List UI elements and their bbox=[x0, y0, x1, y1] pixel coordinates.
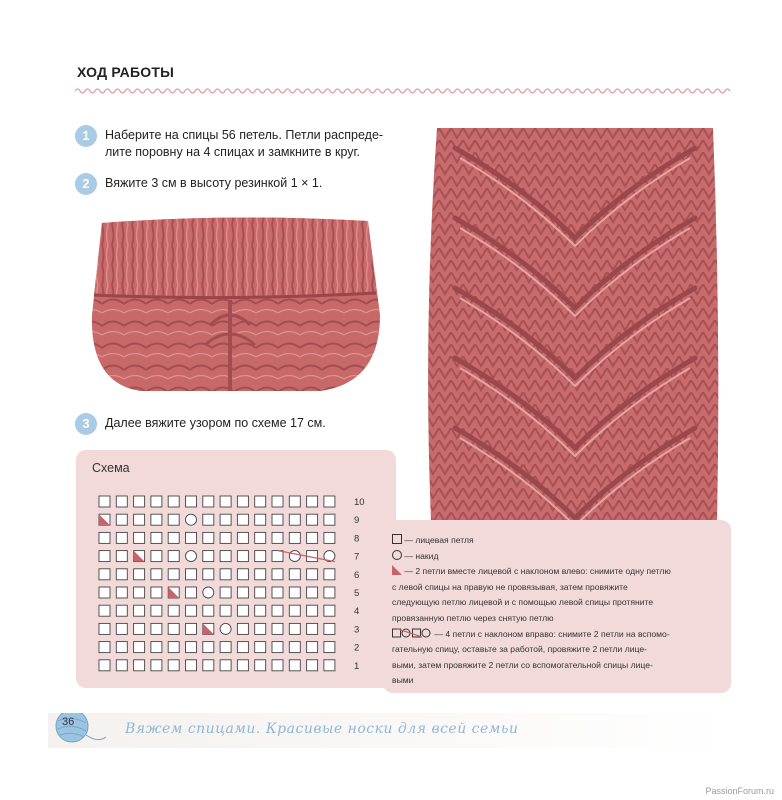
chart-knit-cell bbox=[324, 532, 335, 543]
chart-knit-cell bbox=[168, 551, 179, 562]
chart-knit-cell bbox=[255, 514, 266, 525]
chart-knit-cell bbox=[151, 569, 162, 580]
chart-knit-cell bbox=[237, 569, 248, 580]
chart-knit-cell bbox=[99, 660, 110, 671]
chart-knit-cell bbox=[116, 605, 127, 616]
chart-knit-cell bbox=[99, 496, 110, 507]
chart-knit-cell bbox=[289, 605, 300, 616]
step-number-3: 3 bbox=[75, 413, 97, 435]
chart-row-number: 2 bbox=[354, 642, 360, 654]
chart-knit-cell bbox=[186, 569, 197, 580]
chart-knit-cell bbox=[237, 551, 248, 562]
chart-knit-cell bbox=[255, 642, 266, 653]
chart-knit-cell bbox=[307, 605, 318, 616]
chart-knit-cell bbox=[186, 605, 197, 616]
chart-knit-cell bbox=[186, 660, 197, 671]
chart-knit-cell bbox=[324, 569, 335, 580]
chart-knit-cell bbox=[255, 496, 266, 507]
chart-knit-cell bbox=[168, 532, 179, 543]
legend bbox=[392, 533, 726, 689]
chart-knit-cell bbox=[99, 605, 110, 616]
chart-knit-cell bbox=[324, 642, 335, 653]
chart-knit-cell bbox=[237, 605, 248, 616]
chart-knit-cell bbox=[307, 660, 318, 671]
legend-yarnover: — накид bbox=[392, 549, 726, 565]
chart-knit-cell bbox=[237, 496, 248, 507]
section-heading: ХОД РАБОТЫ bbox=[77, 64, 174, 80]
chart-knit-cell bbox=[272, 605, 283, 616]
legend-cable-line-4: выми bbox=[392, 675, 414, 686]
chart-knit-cell bbox=[116, 496, 127, 507]
chart-knit-cell bbox=[237, 642, 248, 653]
chart-knit-cell bbox=[186, 587, 197, 598]
step-number-2: 2 bbox=[75, 173, 97, 195]
chart-knit-cell bbox=[186, 642, 197, 653]
chart-knit-cell bbox=[289, 587, 300, 598]
chart-cable-cell bbox=[289, 551, 300, 562]
chart-knit-cell bbox=[237, 660, 248, 671]
chart-knit-cell bbox=[255, 569, 266, 580]
chart-knit-cell bbox=[134, 642, 145, 653]
chart-knit-cell bbox=[237, 514, 248, 525]
chart-knit-cell bbox=[151, 551, 162, 562]
chart-knit-cell bbox=[220, 514, 231, 525]
legend-decrease: — 2 петли вместе лицевой с наклоном влево: снимите одну петлю bbox=[392, 564, 726, 580]
chart-knit-cell bbox=[307, 642, 318, 653]
chart-knit-cell bbox=[134, 605, 145, 616]
page-number: 36 bbox=[62, 716, 75, 728]
chart-knit-cell bbox=[272, 496, 283, 507]
schema-title: Схема bbox=[92, 461, 130, 475]
chart-knit-cell bbox=[116, 587, 127, 598]
photo-pattern-closeup bbox=[415, 128, 730, 520]
chart-knit-cell bbox=[307, 569, 318, 580]
chart-row-number: 1 bbox=[354, 660, 360, 672]
chart-knit-cell bbox=[272, 660, 283, 671]
chart-knit-cell bbox=[272, 587, 283, 598]
chart-knit-cell bbox=[324, 605, 335, 616]
chart-knit-cell bbox=[186, 623, 197, 634]
chart-row-number: 7 bbox=[354, 551, 360, 563]
chart-knit-cell bbox=[272, 532, 283, 543]
legend-cable-line-3: выми, затем провяжите 2 петли со вспомогательной спицы лице- bbox=[392, 659, 653, 670]
chart-knit-cell bbox=[151, 642, 162, 653]
legend-decrease-line-4: провязанную петлю через снятую петлю bbox=[392, 612, 554, 623]
chart-knit-cell bbox=[289, 496, 300, 507]
chart-knit-cell bbox=[255, 587, 266, 598]
chart-knit-cell bbox=[116, 532, 127, 543]
chart-knit-cell bbox=[272, 623, 283, 634]
chart-knit-cell bbox=[272, 642, 283, 653]
chart-yarnover-cell bbox=[203, 587, 214, 598]
chart-knit-cell bbox=[134, 587, 145, 598]
chart-knit-cell bbox=[99, 623, 110, 634]
chart-knit-cell bbox=[203, 496, 214, 507]
chart-knit-cell bbox=[116, 660, 127, 671]
legend-cable: — 4 петли с наклоном вправо: снимите 2 петли на вспомо- bbox=[392, 627, 726, 643]
step-number-1: 1 bbox=[75, 125, 97, 147]
step-1-line-2: лите поровну на 4 спицах и замкните в круг. bbox=[105, 145, 361, 159]
chart-knit-cell bbox=[168, 642, 179, 653]
chart-knit-cell bbox=[186, 496, 197, 507]
chart-knit-cell bbox=[324, 660, 335, 671]
chart-knit-cell bbox=[168, 660, 179, 671]
chart-knit-cell bbox=[289, 660, 300, 671]
step-1 bbox=[75, 125, 395, 165]
step-1-line-1: Наберите на спицы 56 петель. Петли распреде- bbox=[105, 128, 384, 142]
legend-cable-line-2: гательную спицу, оставьте за работой, провяжите 2 петли лице- bbox=[392, 644, 648, 655]
chart-knit-cell bbox=[220, 605, 231, 616]
chart-knit-cell bbox=[237, 623, 248, 634]
chart-knit-cell bbox=[255, 532, 266, 543]
chart-knit-cell bbox=[168, 496, 179, 507]
chart-knit-cell bbox=[168, 605, 179, 616]
chart-knit-cell bbox=[324, 587, 335, 598]
chart-knit-cell bbox=[255, 623, 266, 634]
chart-knit-cell bbox=[134, 532, 145, 543]
decorative-wavy-divider bbox=[75, 86, 731, 96]
chart-row-number: 10 bbox=[354, 497, 365, 508]
chart-row-number: 4 bbox=[354, 606, 360, 618]
chart-knit-cell bbox=[203, 660, 214, 671]
chart-knit-cell bbox=[324, 623, 335, 634]
chart-knit-cell bbox=[168, 514, 179, 525]
chart-knit-cell bbox=[255, 605, 266, 616]
chart-knit-cell bbox=[289, 623, 300, 634]
chart-knit-cell bbox=[289, 569, 300, 580]
cable-right-icon bbox=[392, 628, 432, 638]
chart-yarnover-cell bbox=[186, 551, 197, 562]
chart-row-number: 8 bbox=[354, 533, 360, 545]
chart-knit-cell bbox=[237, 587, 248, 598]
chart-row-number: 3 bbox=[354, 624, 360, 636]
chart-knit-cell bbox=[134, 496, 145, 507]
chart-knit-cell bbox=[203, 569, 214, 580]
chart-knit-cell bbox=[116, 551, 127, 562]
chart-knit-cell bbox=[220, 532, 231, 543]
chart-knit-cell bbox=[220, 587, 231, 598]
chart-knit-cell bbox=[151, 532, 162, 543]
legend-knit: — лицевая петля bbox=[392, 533, 726, 549]
legend-decrease-line-3: следующую петлю лицевой и с помощью левой спицы протяните bbox=[392, 597, 654, 608]
chart-cable-cell bbox=[272, 551, 283, 562]
chart-knit-cell bbox=[168, 623, 179, 634]
chart-knit-cell bbox=[324, 514, 335, 525]
chart-knit-cell bbox=[203, 551, 214, 562]
chart-knit-cell bbox=[134, 569, 145, 580]
decrease-left-icon bbox=[392, 565, 402, 575]
chart-knit-cell bbox=[203, 605, 214, 616]
chart-row-number: 5 bbox=[354, 588, 360, 599]
chart-yarnover-cell bbox=[186, 514, 197, 525]
chart-knit-cell bbox=[168, 569, 179, 580]
chart-knit-cell bbox=[151, 587, 162, 598]
chart-knit-cell bbox=[237, 532, 248, 543]
legend-decrease-line-2: с левой спицы на правую не провязывая, затем провяжите bbox=[392, 581, 628, 592]
watermark: PassionForum.ru bbox=[705, 786, 774, 796]
chart-yarnover-cell bbox=[220, 623, 231, 634]
chart-knit-cell bbox=[186, 532, 197, 543]
chart-knit-cell bbox=[220, 496, 231, 507]
chart-knit-cell bbox=[134, 514, 145, 525]
chart-knit-cell bbox=[220, 551, 231, 562]
chart-knit-cell bbox=[116, 569, 127, 580]
chart-knit-cell bbox=[307, 587, 318, 598]
chart-knit-cell bbox=[289, 532, 300, 543]
chart-knit-cell bbox=[289, 514, 300, 525]
chart-knit-cell bbox=[151, 623, 162, 634]
chart-knit-cell bbox=[151, 605, 162, 616]
chart-knit-cell bbox=[289, 642, 300, 653]
chart-knit-cell bbox=[220, 660, 231, 671]
chart-knit-cell bbox=[134, 623, 145, 634]
chart-knit-cell bbox=[203, 642, 214, 653]
chart-knit-cell bbox=[99, 587, 110, 598]
chart-knit-cell bbox=[272, 514, 283, 525]
chart-row-number: 9 bbox=[354, 515, 360, 527]
chart-knit-cell bbox=[151, 496, 162, 507]
chart-knit-cell bbox=[255, 551, 266, 562]
chart-knit-cell bbox=[99, 532, 110, 543]
chart-knit-cell bbox=[307, 496, 318, 507]
knitting-chart-grid bbox=[97, 494, 377, 679]
footer-title: Вяжем спицами. Красивые носки для всей семьи bbox=[125, 721, 519, 737]
chart-knit-cell bbox=[99, 551, 110, 562]
chart-knit-cell bbox=[255, 660, 266, 671]
step-3 bbox=[75, 413, 395, 437]
chart-knit-cell bbox=[220, 569, 231, 580]
chart-knit-cell bbox=[272, 569, 283, 580]
chart-knit-cell bbox=[203, 532, 214, 543]
chart-knit-cell bbox=[203, 514, 214, 525]
chart-knit-cell bbox=[99, 569, 110, 580]
chart-knit-cell bbox=[151, 660, 162, 671]
photo-sock-cuff bbox=[80, 205, 392, 395]
chart-knit-cell bbox=[307, 514, 318, 525]
step-3-text: Далее вяжите узором по схеме 17 см. bbox=[105, 416, 326, 430]
chart-knit-cell bbox=[99, 642, 110, 653]
chart-knit-cell bbox=[324, 496, 335, 507]
chart-knit-cell bbox=[134, 660, 145, 671]
knit-stitch-icon bbox=[392, 534, 402, 544]
chart-knit-cell bbox=[151, 514, 162, 525]
chart-knit-cell bbox=[220, 642, 231, 653]
yarnover-icon bbox=[392, 550, 402, 560]
chart-knit-cell bbox=[307, 623, 318, 634]
chart-row-number: 6 bbox=[354, 569, 360, 581]
chart-knit-cell bbox=[116, 623, 127, 634]
chart-knit-cell bbox=[307, 532, 318, 543]
step-2-text: Вяжите 3 см в высоту резинкой 1 × 1. bbox=[105, 176, 323, 190]
chart-knit-cell bbox=[116, 642, 127, 653]
step-2 bbox=[75, 173, 395, 197]
chart-knit-cell bbox=[116, 514, 127, 525]
